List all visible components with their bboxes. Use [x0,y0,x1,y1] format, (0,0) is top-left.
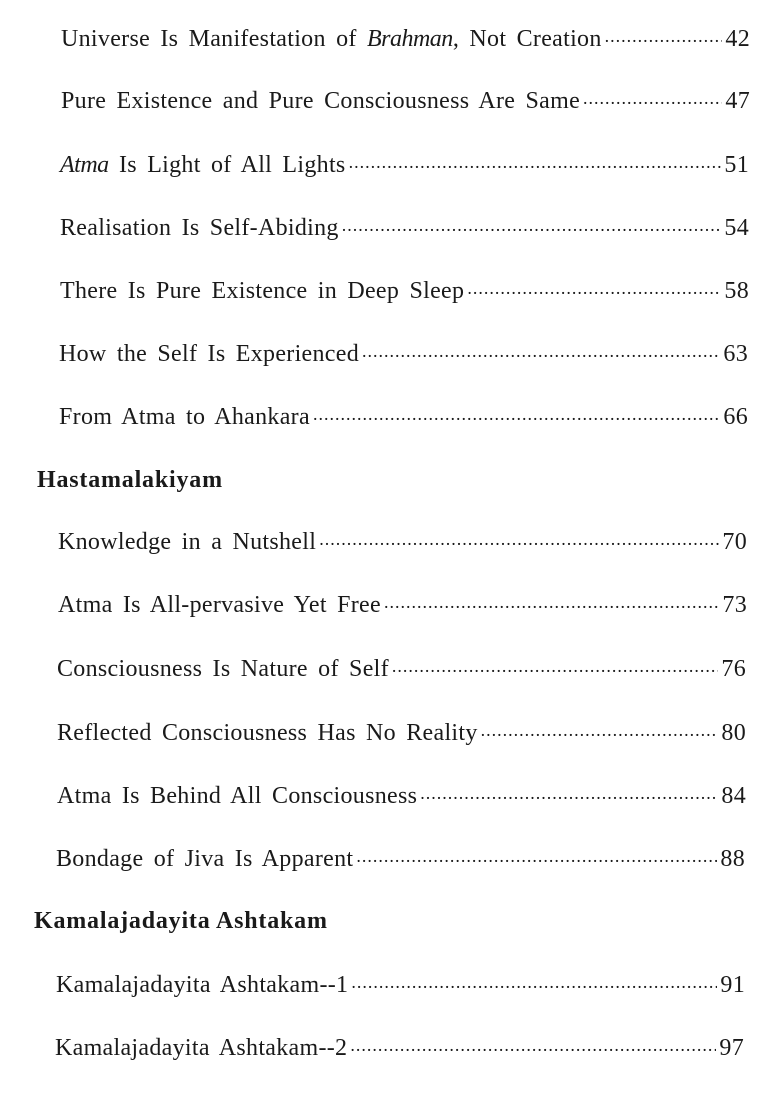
title-text: Kamalajadayita Ashtakam--2 [55,1035,348,1061]
dot-leader [319,524,719,554]
title-text: Universe Is Manifestation of [61,26,367,52]
toc-entry[interactable] [59,329,748,369]
page-number: 73 [722,592,747,618]
entry-title [57,654,389,684]
title-text: Pure Existence and Pure Consciousness Are Same [61,88,581,114]
toc-entry[interactable] [57,644,746,684]
page-number: 54 [724,215,749,241]
dot-leader [350,1030,716,1060]
page-number: 58 [724,278,749,304]
title-text: From Atma to Ahankara [59,404,310,430]
dot-leader [481,715,719,745]
entry-title [56,844,353,874]
entry-title [58,527,316,557]
title-text: How the Self Is Experienced [59,341,360,367]
entry-title [58,590,381,620]
page-number: 97 [719,1035,744,1061]
italic-term: Brahman [366,26,453,52]
section-heading: Kamalajadayita Ashtakam [34,908,328,934]
page-number: 63 [723,341,748,367]
toc-entry[interactable] [57,708,746,748]
toc-entry[interactable] [58,517,747,557]
page-number: 80 [721,720,746,746]
title-text: , Not Creation [452,26,602,52]
dot-leader [351,967,717,997]
toc-entry[interactable] [55,1023,744,1063]
title-text: Atma Is Behind All Consciousness [57,783,418,809]
dot-leader [349,147,722,177]
toc-entry[interactable] [60,203,749,243]
italic-term: Atma [60,152,109,178]
entry-title [60,150,346,180]
title-text: Is Light of All Lights [108,152,346,178]
toc-entry[interactable] [59,392,748,432]
entry-title [55,1033,347,1063]
title-text: Atma Is All-pervasive Yet Free [58,592,381,618]
toc-entry[interactable] [61,14,750,54]
section-heading: Hastamalakiyam [37,467,223,493]
toc-entry[interactable] [58,580,747,620]
dot-leader [420,778,718,808]
title-text: Consciousness Is Nature of Self [57,656,389,682]
page-number: 47 [725,88,750,114]
title-text: Bondage of Jiva Is Apparent [56,846,354,872]
entry-title [60,213,339,243]
toc-entry[interactable] [61,76,750,116]
title-text: Kamalajadayita Ashtakam--1 [56,972,349,998]
toc-entry[interactable] [56,960,745,1000]
dot-leader [384,587,719,617]
page-number: 51 [724,152,749,178]
page-number: 76 [721,656,746,682]
entry-title [59,339,359,369]
entry-title [61,24,602,54]
page-number: 70 [722,529,747,555]
page-number: 84 [721,783,746,809]
dot-leader [392,651,718,681]
toc-entry[interactable] [60,266,749,306]
dot-leader [356,841,717,871]
page-number: 91 [720,972,745,998]
entry-title [59,402,310,432]
entry-title [57,781,417,811]
dot-leader [605,21,723,51]
title-text: Realisation Is Self-Abiding [60,215,339,241]
title-text: Reflected Consciousness Has No Reality [57,720,478,746]
title-text: Knowledge in a Nutshell [58,529,317,555]
entry-title [60,276,464,306]
toc-entry[interactable] [57,771,746,811]
page-number: 66 [723,404,748,430]
title-text: There Is Pure Existence in Deep Sleep [60,278,465,304]
entry-title [56,970,348,1000]
toc-entry[interactable] [60,140,749,180]
dot-leader [467,273,721,303]
page-number: 42 [725,26,750,52]
page-number: 88 [720,846,745,872]
dot-leader [362,336,720,366]
entry-title [61,86,580,116]
dot-leader [342,210,722,240]
toc-entry[interactable] [56,834,745,874]
dot-leader [583,83,722,113]
entry-title [57,718,478,748]
dot-leader [313,399,720,429]
